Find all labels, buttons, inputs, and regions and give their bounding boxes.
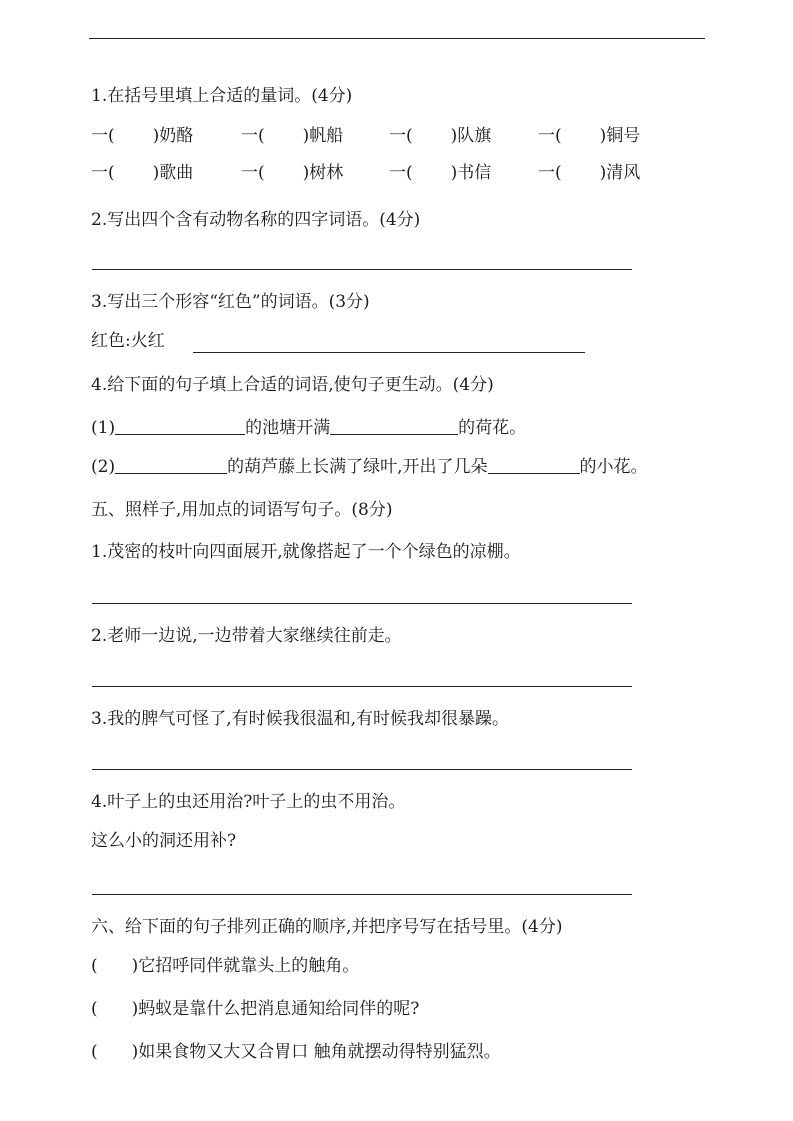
q5-answer-line-4[interactable] [92,894,632,895]
q3-answer-line[interactable] [193,352,585,353]
q5-item-4: 4.叶子上的虫还用治?叶子上的虫不用治。 [91,792,406,812]
q4-sentence-2: (2) 的葫芦藤上长满了绿叶,开出了几朵 的小花。 [91,457,648,477]
q5-item-4-line-2: 这么小的洞还用补? [91,831,237,851]
q6-title: 六、给下面的句子排列正确的顺序,并把序号写在括号里。(4分) [91,917,563,937]
q1-item: 一( )清风 [538,163,641,183]
q5-answer-line-3[interactable] [92,769,632,770]
q2-answer-line[interactable] [92,269,632,270]
q6-item-3: ( )如果食物又大又合胃口 触角就摆动得特别猛烈。 [91,1042,501,1062]
fill-blank[interactable] [115,456,227,474]
q3-answer-row [91,329,165,353]
q5-item-2: 2.老师一边说,一边带着大家继续往前走。 [91,626,402,646]
q4-title: 4.给下面的句子填上合适的词语,使句子更生动。(4分) [91,375,494,395]
fill-blank[interactable] [488,456,580,474]
q1-item: 一( )奶酪 [91,126,194,146]
q6-item-1: ( )它招呼同伴就靠头上的触角。 [91,956,360,976]
q3-prefix: 红色:火红 [91,331,165,351]
q5-item-3: 3.我的脾气可怪了,有时候我很温和,有时候我却很暴躁。 [91,709,510,729]
q1-item: 一( )树林 [241,163,344,183]
q1-item: 一( )书信 [389,163,492,183]
q5-title: 五、照样子,用加点的词语写句子。(8分) [91,500,393,520]
q1-item: 一( )队旗 [389,126,492,146]
q5-item-1: 1.茂密的枝叶向四面展开,就像搭起了一个个绿色的凉棚。 [91,542,521,562]
q1-item: 一( )铜号 [538,126,641,146]
q1-item: 一( )歌曲 [91,163,194,183]
fill-blank[interactable] [115,417,245,435]
q1-item: 一( )帆船 [241,126,344,146]
q5-answer-line-1[interactable] [92,603,632,604]
q6-item-2: ( )蚂蚁是靠什么把消息通知给同伴的呢? [91,999,420,1019]
q3-title: 3.写出三个形容“红色”的词语。(3分) [91,292,370,312]
q5-answer-line-2[interactable] [92,686,632,687]
fill-blank[interactable] [330,417,458,435]
q4-sentence-1: (1) 的池塘开满 的荷花。 [91,418,527,438]
q1-title: 1.在括号里填上合适的量词。(4分) [91,86,353,106]
header-rule [89,38,705,39]
q2-title: 2.写出四个含有动物名称的四字词语。(4分) [91,210,421,230]
